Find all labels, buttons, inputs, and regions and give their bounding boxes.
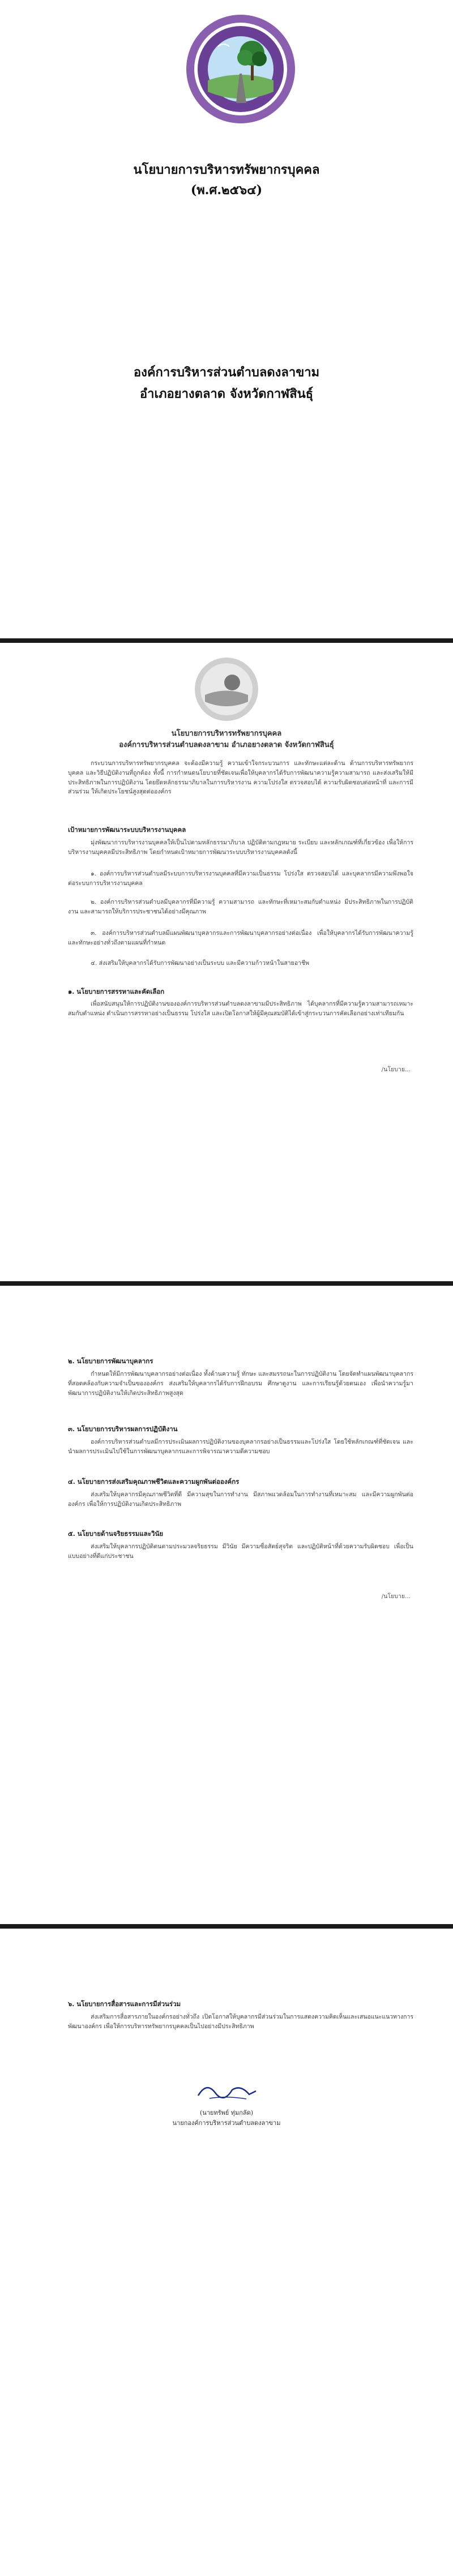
district-name: อำเภอยางตลาด จังหวัดกาฬสินธุ์ (139, 387, 314, 401)
policy-5-heading: ๕. นโยบายด้านจริยธรรมและวินัย (68, 1530, 164, 1538)
policy-3-heading: ๓. นโยบายการบริหารผลการปฏิบัติงาน (68, 1425, 178, 1433)
policy-2-heading: ๒. นโยบายการพัฒนาบุคลากร (68, 1357, 153, 1365)
policy-1-heading: ๑. นโยบายการสรรหาและคัดเลือก (68, 988, 165, 995)
policy-page-4 (0, 1929, 453, 2576)
goal-3: ๓. องค์การบริหารส่วนตำบลมีแผนพัฒนาบุคลากรและการพัฒนาบุคลากรอย่างต่อเนื่อง เพื่อให้บุคลากรได้รับการพัฒนาความรู้และทักษะอย่างทั่วถึงตามแผนที่กำหนด (68, 930, 413, 946)
section-title: เป้าหมายการพัฒนาระบบบริหารงานบุคคล (68, 826, 186, 834)
signature-scribble (193, 2079, 260, 2104)
goal-1: ๑. องค์การบริหารส่วนตำบลมีระบบการบริหารงานบุคคลที่มีความเป็นธรรม โปร่งใส ตรวจสอบได้ และบุคลากรมีความพึงพอใจต่อระบบการบริหารงานบุคคล (68, 870, 413, 887)
signature-title: นายกองค์การบริหารส่วนตำบลดงลาขาม (172, 2119, 281, 2127)
page-subtitle: องค์การบริหารส่วนตำบลดงลาขาม อำเภอยางตลาด จังหวัดกาฬสินธุ์ (119, 741, 334, 749)
goal-intro: มุ่งพัฒนาการบริหารงานบุคคลให้เป็นไปตามหลักธรรมาภิบาล ปฏิบัติตามกฎหมาย ระเบียบ และหลักเกณฑ์ที่เกี่ยวข้อง เพื่อให้การบริหารงานบุคคลมีประสิทธิภาพ โดยกำหนดเป้าหมายการพัฒนาระบบบริหารงานบุคคลดังนี้ (68, 839, 413, 856)
goal-4: ๔. ส่งเสริมให้บุคลากรได้รับการพัฒนาอย่างเป็นระบบ และมีความก้าวหน้าในสายอาชีพ (91, 960, 310, 967)
policy-5: ส่งเสริมให้บุคลากรปฏิบัติตนตามประมวลจริยธรรม มีวินัย มีความซื่อสัตย์สุจริต และปฏิบัติหน้าที่ด้วยความรับผิดชอบ เพื่อเป็นแบบอย่างที่ดีแก่ประชาชน (68, 1543, 413, 1560)
organization-name: องค์การบริหารส่วนตำบลดงลาขาม (133, 365, 320, 380)
policy-4-heading: ๔. นโยบายการส่งเสริมคุณภาพชีวิตและความผูกพันต่อองค์กร (68, 1478, 240, 1486)
policy-3: องค์การบริหารส่วนตำบลมีการประเมินผลการปฏิบัติงานของบุคลากรอย่างเป็นธรรมและโปร่งใส โดยใช้หลักเกณฑ์ที่ชัดเจน และนำผลการประเมินไปใช้ในการพัฒนาบุคลากรและการพิจารณาความดีความชอบ (68, 1439, 413, 1455)
policy-title: นโยบายการบริหารทรัพยากรบุคคล (133, 162, 320, 177)
policy-6-heading: ๖. นโยบายการสื่อสารและการมีส่วนร่วม (68, 2000, 181, 2008)
continued-marker: /นโยบาย... (381, 1066, 411, 1073)
organization-logo-icon (184, 12, 297, 126)
policy-6: ส่งเสริมการสื่อสารภายในองค์กรอย่างทั่วถึง เปิดโอกาสให้บุคลากรมีส่วนร่วมในการแสดงความคิดเห็นและเสนอแนะแนวทางการพัฒนาองค์กร เพื่อให้การบริหารทรัพยากรบุคคลเป็นไปอย่างมีประสิทธิภาพ (68, 2013, 413, 2030)
policy-2: กำหนดให้มีการพัฒนาบุคลากรอย่างต่อเนื่อง ทั้งด้านความรู้ ทักษะ และสมรรถนะในการปฏิบัติงาน โดยจัดทำแผนพัฒนาบุคลากรที่สอดคล้องกับความจำเป็นขององค์กร ส่งเสริมให้บุคลากรได้รับการฝึกอบรม ศึกษาดูงาน และการเรียนรู้ด้วยตนเอง เพื่อนำความรู้มาพัฒนาการปฏิบัติงานให้เกิดประสิทธิภาพสูงสุด (68, 1371, 413, 1397)
signature-name: (นายทรัพย์ ทุ่มกลัด) (199, 2109, 254, 2116)
goal-2: ๒. องค์การบริหารส่วนตำบลมีบุคลากรที่มีความรู้ ความสามารถ และทักษะที่เหมาะสมกับตำแหน่ง มีประสิทธิภาพในการปฏิบัติงาน และสามารถให้บริการประชาชนได้อย่างมีคุณภาพ (68, 899, 413, 915)
cover-page (0, 0, 453, 638)
organization-seal-icon (193, 655, 260, 723)
policy-page-2 (0, 643, 453, 1281)
page-title: นโยบายการบริหารทรัพยากรบุคคล (171, 729, 282, 738)
policy-page-3 (0, 1286, 453, 1924)
intro-paragraph: กระบวนการบริหารทรัพยากรบุคคล จะต้องมีความรู้ ความเข้าใจกระบวนการ และทักษะแต่ละด้าน ด้านการบริหารทรัพยากรบุคคล และวิธีปฏิบัติงานที่ถูกต้อง ทั้งนี้ การกำหนดนโยบายที่ชัดเจนเพื่อให้บุคลากรได้รับการพัฒนาความรู้ความสามารถ และส่งเสริมให้มีประสิทธิภาพในการปฏิบัติงาน โดยยึดหลักธรรมาภิบาลในการบริหารงาน ความโปร่งใส ตรวจสอบได้ ความรับผิดชอบต่อหน้าที่ และการมีส่วนร่วม ให้เกิดประโยชน์สูงสุดต่อองค์กร (68, 760, 413, 796)
policy-year: (พ.ศ.๒๕๖๔) (190, 183, 263, 198)
policy-4: ส่งเสริมให้บุคลากรมีคุณภาพชีวิตที่ดี มีความสุขในการทำงาน มีสภาพแวดล้อมในการทำงานที่เหมาะสม และมีความผูกพันต่อองค์กร เพื่อให้การปฏิบัติงานเกิดประสิทธิภาพ (68, 1491, 413, 1508)
policy-1: เพื่อสนับสนุนให้การปฏิบัติงานขององค์การบริหารส่วนตำบลดงลาขามมีประสิทธิภาพ ได้บุคลากรที่มีความรู้ความสามารถเหมาะสมกับตำแหน่ง ดำเนินการสรรหาอย่างเป็นธรรม โปร่งใส และเปิดโอกาสให้ผู้มีคุณสมบัติได้เข้าสู่กระบวนการคัดเลือกอย่างเท่าเทียมกัน (68, 1001, 413, 1017)
continued-marker: /นโยบาย... (381, 1593, 411, 1600)
